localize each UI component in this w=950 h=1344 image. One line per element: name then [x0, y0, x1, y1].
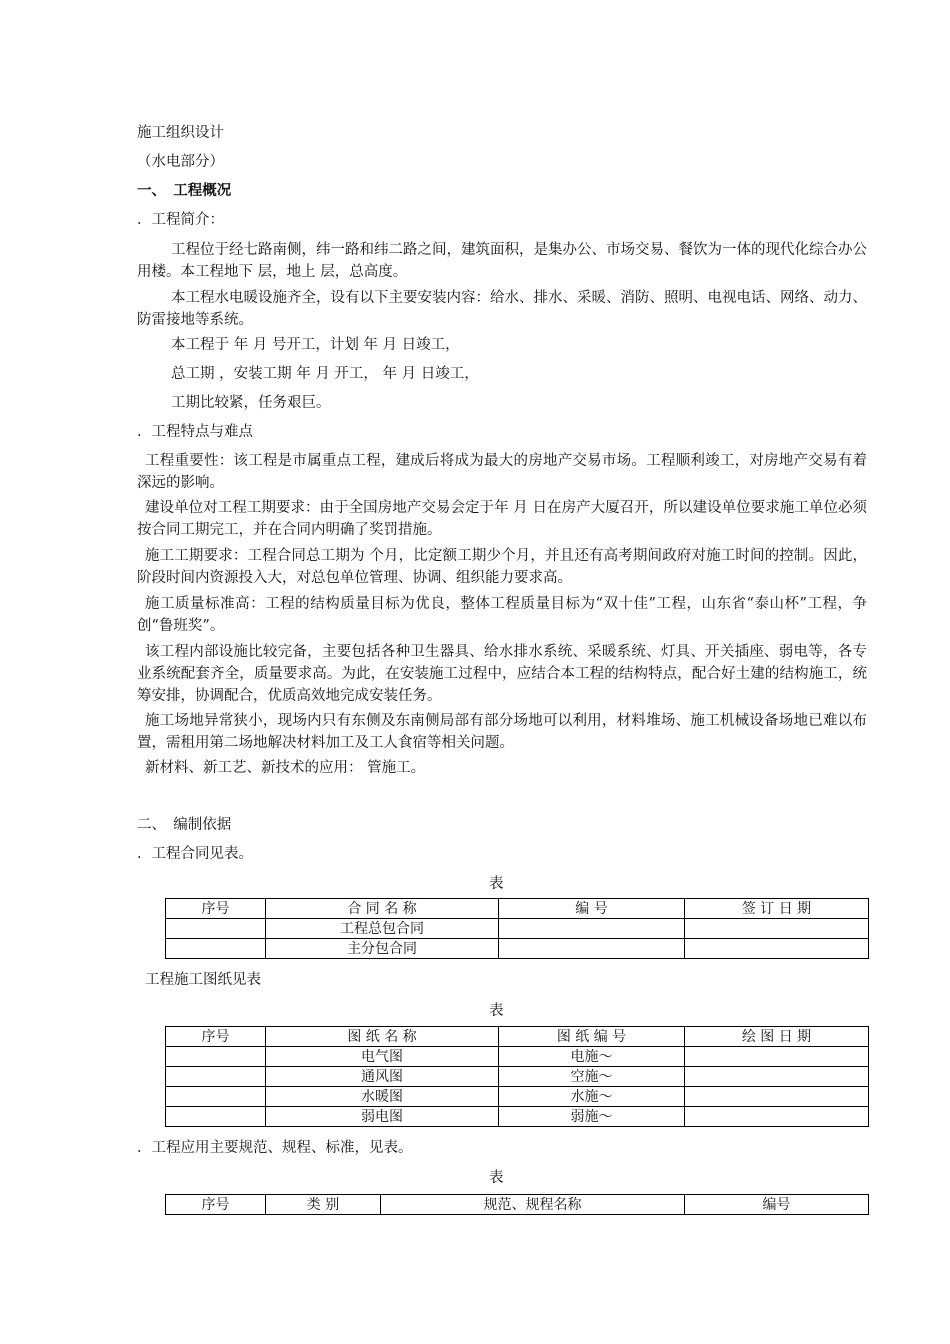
header-cell: 序号 — [166, 1195, 266, 1215]
header-cell: 规范、规程名称 — [381, 1195, 685, 1215]
table-row — [166, 919, 869, 939]
table-cell: 通风图 — [266, 1067, 499, 1087]
intro-heading: ．工程简介： — [137, 212, 224, 228]
table-cell — [685, 939, 869, 959]
feature-item: 建设单位对工程工期要求：由于全国房地产交易会定于年 月 日在房产大厦召开，所以建设单位要求施工单位必须按合同工期完工，并在合同内明确了奖罚措施。 — [137, 500, 867, 538]
standards-heading: ．工程应用主要规范、规程、标准，见表。 — [137, 1140, 413, 1156]
header-cell: 序号 — [166, 1027, 266, 1047]
table-1-caption: 表 — [489, 876, 504, 892]
drawings-table — [165, 1026, 869, 1127]
table-cell: 弱电图 — [266, 1107, 499, 1127]
feature-item: 新材料、新工艺、新技术的应用： 管施工。 — [145, 760, 426, 776]
header-cell: 编 号 — [499, 899, 685, 919]
table-cell: 电施～ — [499, 1047, 685, 1067]
table-cell — [166, 919, 266, 939]
section-1-heading: 一、 工程概况 — [137, 182, 232, 199]
table-3-caption: 表 — [489, 1170, 504, 1186]
table-row — [166, 1087, 869, 1107]
table-cell — [166, 1107, 266, 1127]
header-cell: 签 订 日 期 — [685, 899, 869, 919]
table-cell: 水施～ — [499, 1087, 685, 1107]
feature-item: 施工场地异常狭小，现场内只有东侧及东南侧局部有部分场地可以利用，材料堆场、施工机械设备场地已难以布置，需租用第二场地解决材料加工及工人食宿等相关问题。 — [137, 713, 867, 751]
table-cell — [685, 919, 869, 939]
standards-table — [165, 1194, 869, 1215]
table-row — [166, 1067, 869, 1087]
header-cell: 图 纸 编 号 — [499, 1027, 685, 1047]
table-cell — [685, 1047, 869, 1067]
header-cell: 绘 图 日 期 — [685, 1027, 869, 1047]
table-cell — [685, 1087, 869, 1107]
feature-item: 施工工期要求：工程合同总工期为 个月，比定额工期少个月，并且还有高考期间政府对施工时间的控制。因此，阶段时间内资源投入大，对总包单位管理、协调、组织能力要求高。 — [137, 548, 867, 586]
table-header-row — [166, 899, 869, 919]
table-cell: 电气图 — [266, 1047, 499, 1067]
feature-item: 施工质量标准高：工程的结构质量目标为优良，整体工程质量目标为“双十佳”工程，山东省“泰山杯”工程，争创“鲁班奖”。 — [137, 596, 867, 634]
header-cell: 合 同 名 称 — [266, 899, 499, 919]
document-title: 施工组织设计 — [137, 125, 224, 141]
table-cell: 弱施～ — [499, 1107, 685, 1127]
header-cell: 编号 — [685, 1195, 869, 1215]
table-header-row — [166, 1027, 869, 1047]
section-2-heading: 二、 编制依据 — [137, 817, 232, 833]
table-cell: 工程总包合同 — [266, 919, 499, 939]
table-2-caption: 表 — [489, 1003, 504, 1019]
table-row — [166, 939, 869, 959]
feature-item: 该工程内部设施比较完备，主要包括各种卫生器具、给水排水系统、采暖系统、灯具、开关插座、弱电等，各专业系统配套齐全，质量要求高。为此，在安装施工过程中，应结合本工程的结构特点，配合好土建的结构施工，统筹安排，协调配合，优质高效地完成安装任务。 — [137, 644, 867, 704]
intro-paragraph-1: 工程位于经七路南侧，纬一路和纬二路之间，建筑面积，是集办公、市场交易、餐饮为一体的现代化综合办公用楼。本工程地下 层，地上 层，总高度。 — [137, 242, 867, 280]
intro-paragraph-3: 本工程于 年 月 号开工，计划 年 月 日竣工， — [171, 337, 460, 353]
contract-heading: ．工程合同见表。 — [137, 846, 253, 862]
intro-paragraph-5: 工期比较紧，任务艰巨。 — [171, 395, 331, 411]
feature-item: 工程重要性：该工程是市属重点工程，建成后将成为最大的房地产交易市场。工程顺利竣工，对房地产交易有着深远的影响。 — [137, 453, 867, 491]
features-heading: ．工程特点与难点 — [137, 424, 253, 440]
table-cell: 空施～ — [499, 1067, 685, 1087]
table-cell: 水暖图 — [266, 1087, 499, 1107]
header-cell: 类 别 — [266, 1195, 381, 1215]
intro-paragraph-4: 总工期 ，安装工期 年 月 开工， 年 月 日竣工， — [171, 366, 479, 382]
header-cell: 序号 — [166, 899, 266, 919]
table-cell — [499, 919, 685, 939]
table-cell — [685, 1107, 869, 1127]
header-cell: 图 纸 名 称 — [266, 1027, 499, 1047]
table-cell — [499, 939, 685, 959]
document-subtitle: （水电部分） — [137, 154, 224, 170]
table-cell: 主分包合同 — [266, 939, 499, 959]
table-cell — [166, 1067, 266, 1087]
table-cell — [685, 1067, 869, 1087]
table-cell — [166, 1087, 266, 1107]
contract-table — [165, 898, 869, 959]
table-cell — [166, 1047, 266, 1067]
table-row — [166, 1047, 869, 1067]
intro-paragraph-2: 本工程水电暖设施齐全，设有以下主要安装内容：给水、排水、采暖、消防、照明、电视电话、网络、动力、防雷接地等系统。 — [137, 290, 867, 328]
table-row — [166, 1107, 869, 1127]
table-cell — [166, 939, 266, 959]
drawings-heading: 工程施工图纸见表 — [145, 972, 261, 988]
table-header-row — [166, 1195, 869, 1215]
